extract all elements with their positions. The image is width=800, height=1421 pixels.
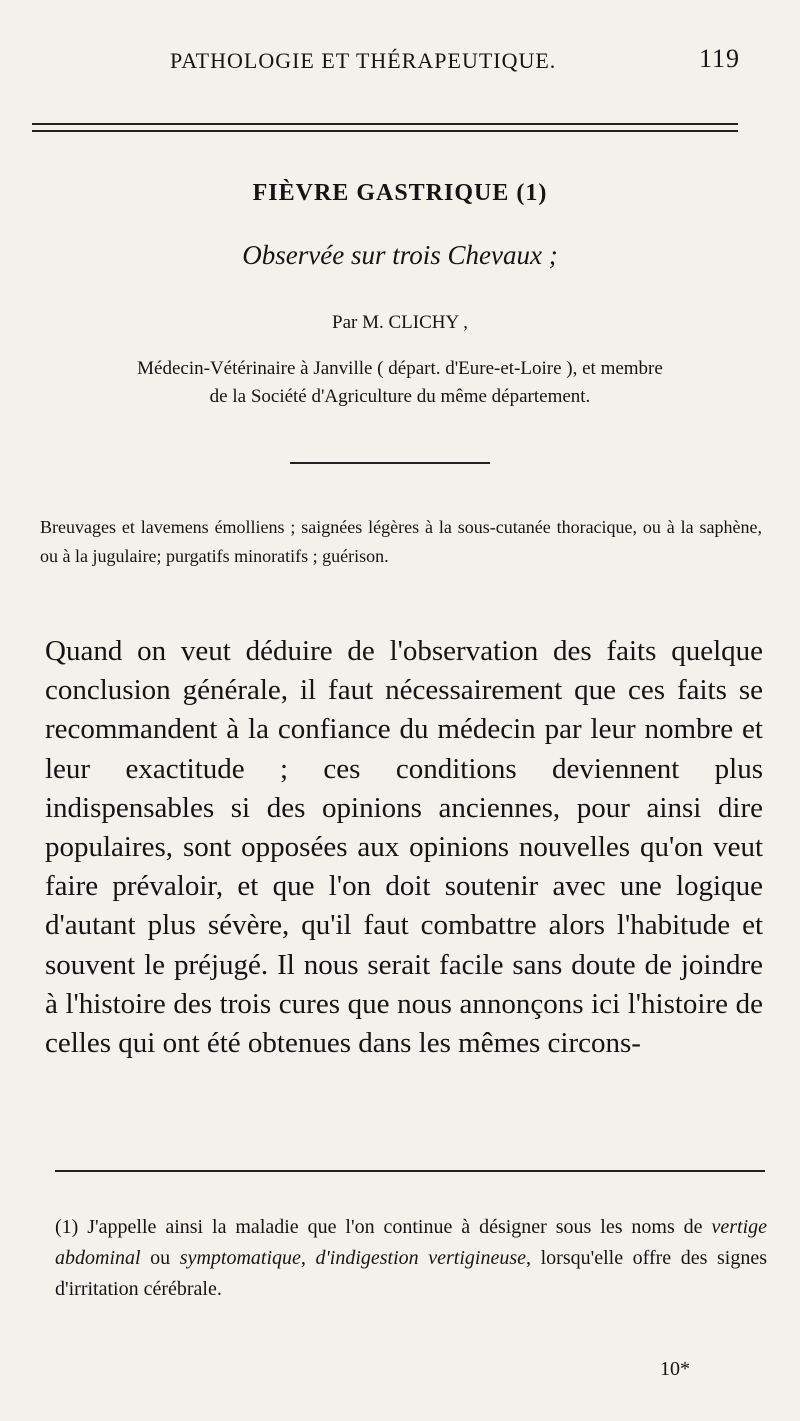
treatment-summary: Breuvages et lavemens émolliens ; saignées légères à la sous-cutanée thoracique, ou à la saphène, ou à la jugulaire; purgatifs minoratifs ; guérison. [40,517,762,566]
footnote [55,1212,767,1305]
affiliation-line: de la Société d'Agriculture du même département. [209,386,591,407]
article-title: FIÈVRE GASTRIQUE (1) [252,180,548,206]
footnote-rule [55,1170,765,1172]
article-subtitle: Observée sur trois Chevaux ; [242,240,558,270]
footnote-term: d'indigestion vertigineuse [315,1247,526,1269]
footnote-text: , [300,1247,306,1269]
footnote-text: ou [150,1247,171,1269]
footnote-term: symptomatique [179,1247,301,1269]
page-number: 119 [698,44,740,73]
body-paragraph: Quand on veut déduire de l'observation des faits quelque conclusion générale, il faut nécessairement que ces faits se recommandent à la confiance du médecin par leur nombre et leur exactitude ; ces conditions deviennent plus indispensables si des opinions anciennes, pour ainsi dire populaires, sont opposées aux opinions nouvelles qu'on veut faire prévaloir, et que l'on doit soutenir avec une logique d'autant plus sévère, qu'il faut combattre alors l'habitude et souvent le préjugé. Il nous serait facile sans doute de joindre à l'histoire des trois cures que nous annonçons ici l'histoire de celles qui ont été obtenues dans les mêmes circons- [45,635,763,1060]
affiliation-line: Médecin-Vétérinaire à Janville ( départ. d'Eure-et-Loire ), et membre [137,358,663,379]
header-double-rule [32,123,738,132]
running-head [170,44,770,84]
author-affiliation [45,355,755,411]
section-divider [290,462,490,464]
running-title: PATHOLOGIE ET THÉRAPEUTIQUE. [170,48,557,73]
footnote-term: vertige abdominal [55,1216,768,1269]
footnote-text: , lorsqu'elle offre des signes d'irritation cérébrale. [55,1247,768,1300]
signature-mark: 10* [660,1358,690,1380]
author-byline: Par M. CLICHY , [332,312,468,333]
footnote-text: J'appelle ainsi la maladie que l'on continue à désigner sous les noms de [87,1216,703,1238]
footnote-marker: (1) [55,1216,79,1238]
